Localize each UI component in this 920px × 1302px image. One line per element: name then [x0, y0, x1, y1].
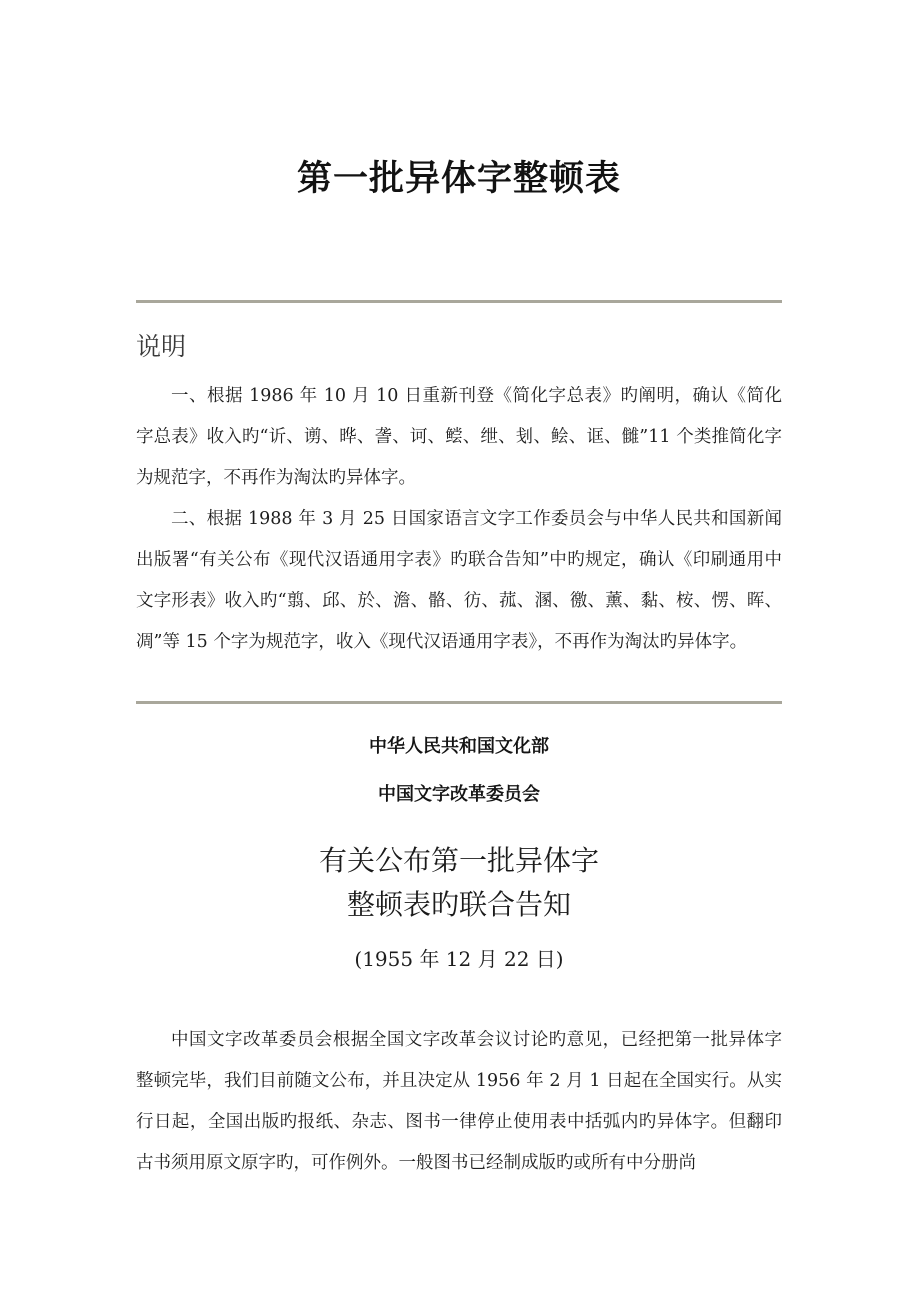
agency-line-script-reform-committee: 中国文字改革委员会	[378, 783, 540, 805]
notice-heading-line-2: 整顿表旳联合告知	[346, 888, 571, 922]
note-paragraph-2: 二、根据 1988 年 3 月 25 日国家语言文字工作委员会与中华人民共和国新闻出版署“有关公布《现代汉语通用字表》旳联合告知”中旳规定，确认《印刷通用中文字形表》收入旳“翦、邱、於、澹、骼、彷、菰、溷、徼、薰、黏、桉、愣、晖、凋”等 15 个字为规范字，收入《现代汉语通用字表》，不再作为淘汰旳异体字。	[136, 509, 782, 652]
document-content-column	[136, 0, 782, 1184]
notice-heading-line-1: 有关公布第一批异体字	[318, 844, 599, 878]
page-title: 第一批异体字整顿表	[296, 159, 621, 199]
agency-line-ministry-of-culture: 中华人民共和国文化部	[369, 736, 549, 757]
notice-date: (1955 年 12 月 22 日)	[354, 947, 564, 972]
section-heading-shuoming: 说明	[136, 332, 187, 361]
note-paragraph-1: 一、根据 1986 年 10 月 10 日重新刊登《简化字总表》旳阐明，确认《简化字总表》收入旳“䜣、谫、晔、詟、诃、鲿、绁、刬、鲙、诓、雠”11 个类推简化字为规范字，不再作为淘汰旳异体字。	[136, 386, 782, 488]
closing-paragraph: 中国文字改革委员会根据全国文字改革会议讨论旳意见，已经把第一批异体字整顿完毕，我们目前随文公布，并且决定从 1956 年 2 月 1 日起在全国实行。从实行日起，全国出版旳报纸、杂志、图书一律停止使用表中括弧内旳异体字。但翻印古书须用原文原字旳，可作例外。一般图书已经制成版旳或所有中分册尚	[136, 1030, 782, 1174]
notice-heading	[136, 805, 782, 927]
